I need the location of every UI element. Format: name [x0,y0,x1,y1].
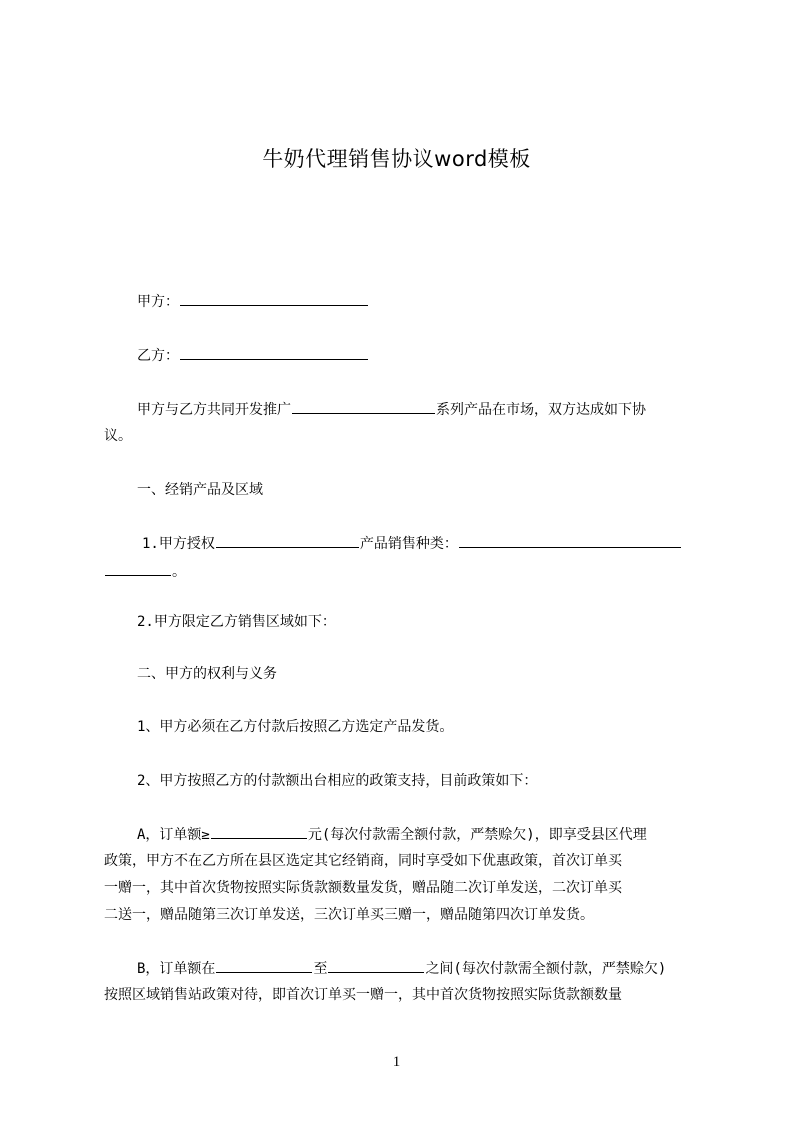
section-2-heading: 二、甲方的权利与义务 [137,666,277,682]
party-b-line [137,345,369,366]
clause-b-line-1 [137,958,666,979]
intro-line-2: 议。 [104,428,132,444]
item-1-2: 2.甲方限定乙方销售区域如下： [137,614,336,630]
party-a-label: 甲方： [137,294,179,310]
clause-a-line-3: 一赠一，其中首次货物按照实际货款额数量发货，赠品随二次订单发送，二次订单买 [104,880,622,896]
item-1-1-blank-a [216,533,359,548]
intro-text-1: 甲方与乙方共同开发推广 [137,402,291,418]
clause-b-blank-2 [328,958,424,973]
item-1-1-end: 。 [172,564,186,580]
clause-b-text-1: B，订单额在 [137,961,216,977]
clause-a-blank [211,824,307,839]
item-1-1-blank-b [459,533,681,548]
item-2-2: 2、甲方按照乙方的付款额出台相应的政策支持，目前政策如下： [137,773,538,789]
clause-a-line-1 [137,824,647,845]
party-a-line [137,291,369,312]
intro-line-1 [137,399,646,420]
clause-b-line-2: 按照区域销售站政策对待，即首次订单买一赠一，其中首次货物按照实际货款额数量 [104,987,622,1003]
item-2-1: 1、甲方必须在乙方付款后按照乙方选定产品发货。 [137,719,454,735]
party-b-label: 乙方： [137,348,179,364]
clause-a-text-1: A，订单额≥ [137,827,210,843]
page-number: 1 [392,1054,401,1070]
clause-a-text-2: 元(每次付款需全额付款，严禁赊欠)，即享受县区代理 [307,827,647,843]
section-1-heading: 一、经销产品及区域 [137,482,263,498]
clause-b-text-3: 之间(每次付款需全额付款，严禁赊欠) [425,961,667,977]
item-1-1-text-a: 1.甲方授权 [142,536,215,552]
party-a-blank [180,291,368,306]
intro-text-2: 系列产品在市场，双方达成如下协 [436,402,646,418]
clause-b-blank-1 [216,958,312,973]
item-1-1-blank-c [105,561,171,576]
party-b-blank [180,345,368,360]
item-1-1-cont [104,561,186,582]
clause-b-text-2: 至 [313,961,328,977]
clause-a-line-2: 政策，甲方不在乙方所在县区选定其它经销商，同时享受如下优惠政策，首次订单买 [104,853,622,869]
item-1-1-text-b: 产品销售种类： [359,536,458,552]
item-1-1-line [142,533,682,554]
clause-a-line-4: 二送一，赠品随第三次订单发送，三次订单买三赠一，赠品随第四次订单发货。 [104,907,594,923]
document-title: 牛奶代理销售协议word模板 [262,147,531,171]
intro-blank [292,399,435,414]
